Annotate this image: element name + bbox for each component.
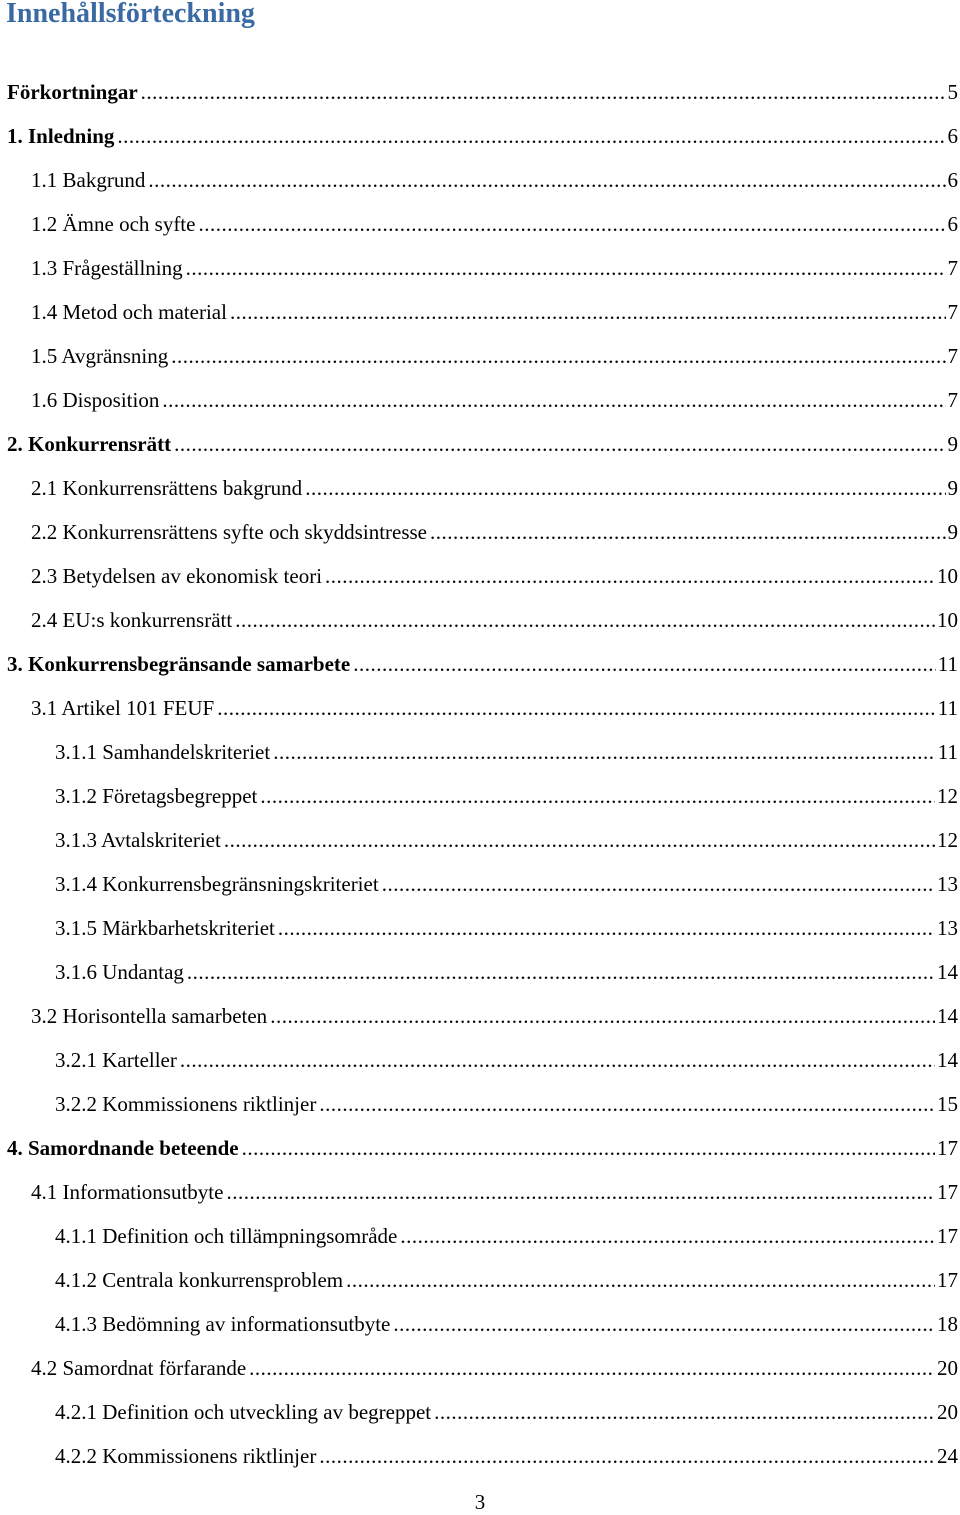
toc-entry[interactable] — [0, 246, 960, 290]
dot-leader — [235, 598, 935, 642]
toc-entry-label: 3.1.4 Konkurrensbegränsningskriteriet — [55, 872, 379, 896]
toc-entry-label: 3.2.1 Karteller — [55, 1048, 177, 1072]
toc-entry[interactable] — [0, 1126, 960, 1170]
toc-entry-page: 13 — [937, 916, 958, 940]
toc-entry-page: 20 — [937, 1400, 958, 1424]
toc-entry-page: 17 — [937, 1224, 958, 1248]
dot-leader — [224, 818, 935, 862]
dot-leader — [249, 1346, 935, 1390]
dot-leader — [230, 290, 946, 334]
toc-entry[interactable] — [0, 1214, 960, 1258]
dot-leader — [400, 1214, 935, 1258]
toc-entry-page: 17 — [937, 1136, 958, 1160]
toc-entry-label: 1.5 Avgränsning — [31, 344, 169, 368]
toc-entry-page: 7 — [947, 256, 958, 280]
toc-entry-page: 14 — [937, 1048, 958, 1072]
toc-entry-label: 2.4 EU:s konkurrensrätt — [31, 608, 233, 632]
toc-entry[interactable] — [0, 378, 960, 422]
toc-entry[interactable] — [0, 950, 960, 994]
dot-leader — [393, 1302, 935, 1346]
toc-entry-page: 17 — [937, 1268, 958, 1292]
dot-leader — [273, 730, 936, 774]
dot-leader — [148, 158, 945, 202]
toc-entry-label: 3.2.2 Kommissionens riktlinjer — [55, 1092, 317, 1116]
toc-entry-label: 4.1.3 Bedömning av informationsutbyte — [55, 1312, 391, 1336]
dot-leader — [325, 554, 935, 598]
dot-leader — [346, 1258, 935, 1302]
dot-leader — [174, 422, 945, 466]
toc-entry-page: 11 — [937, 740, 958, 764]
toc-entry[interactable] — [0, 730, 960, 774]
toc-entry[interactable] — [0, 290, 960, 334]
toc-entry-label: 3.1.3 Avtalskriteriet — [55, 828, 221, 852]
toc-entry-page: 10 — [937, 608, 958, 632]
toc-entry[interactable] — [0, 1302, 960, 1346]
toc-entry-page: 7 — [947, 388, 958, 412]
toc-entry-label: 3.1 Artikel 101 FEUF — [31, 696, 215, 720]
dot-leader — [305, 466, 945, 510]
dot-leader — [117, 114, 945, 158]
toc-entry-label: 2. Konkurrensrätt — [7, 432, 172, 456]
toc-entry-label: 1.6 Disposition — [31, 388, 160, 412]
toc-entry[interactable] — [0, 202, 960, 246]
toc-entry-page: 6 — [947, 168, 958, 192]
dot-leader — [319, 1082, 935, 1126]
toc-entry[interactable] — [0, 686, 960, 730]
toc-entry[interactable] — [0, 598, 960, 642]
toc-entry-page: 24 — [937, 1444, 958, 1468]
toc-entry-page: 10 — [937, 564, 958, 588]
toc-entry-page: 18 — [937, 1312, 958, 1336]
table-of-contents — [0, 70, 960, 1478]
toc-entry-page: 6 — [947, 124, 958, 148]
toc-heading: Innehållsförteckning — [6, 0, 255, 29]
dot-leader — [278, 906, 935, 950]
toc-entry[interactable] — [0, 114, 960, 158]
dot-leader — [226, 1170, 935, 1214]
dot-leader — [260, 774, 935, 818]
toc-entry[interactable] — [0, 422, 960, 466]
toc-entry-label: 1.1 Bakgrund — [31, 168, 146, 192]
dot-leader — [187, 950, 935, 994]
toc-entry-label: 3.1.1 Samhandelskriteriet — [55, 740, 271, 764]
toc-entry-label: 3.2 Horisontella samarbeten — [31, 1004, 268, 1028]
toc-entry-label: 4.1.1 Definition och tillämpningsområde — [55, 1224, 398, 1248]
toc-entry-page: 14 — [937, 1004, 958, 1028]
toc-entry-page: 9 — [947, 476, 958, 500]
toc-entry-page: 7 — [947, 344, 958, 368]
toc-entry[interactable] — [0, 466, 960, 510]
toc-entry[interactable] — [0, 994, 960, 1038]
toc-entry-label: 3.1.2 Företagsbegreppet — [55, 784, 258, 808]
toc-entry-page: 11 — [937, 696, 958, 720]
toc-entry-label: 2.3 Betydelsen av ekonomisk teori — [31, 564, 323, 588]
page-number: 3 — [474, 1490, 486, 1514]
toc-entry-label: 2.2 Konkurrensrättens syfte och skyddsintresse — [31, 520, 428, 544]
toc-entry-page: 7 — [947, 300, 958, 324]
dot-leader — [162, 378, 945, 422]
dot-leader — [198, 202, 945, 246]
toc-entry-label: 3.1.6 Undantag — [55, 960, 184, 984]
toc-entry-page: 5 — [947, 80, 958, 104]
toc-entry-label: 4.1.2 Centrala konkurrensproblem — [55, 1268, 344, 1292]
toc-entry[interactable] — [0, 642, 960, 686]
toc-entry[interactable] — [0, 158, 960, 202]
toc-entry-label: 4.2.2 Kommissionens riktlinjer — [55, 1444, 317, 1468]
toc-entry[interactable] — [0, 1346, 960, 1390]
toc-entry[interactable] — [0, 1038, 960, 1082]
dot-leader — [217, 686, 936, 730]
dot-leader — [270, 994, 935, 1038]
toc-entry[interactable] — [0, 1390, 960, 1434]
dot-leader — [242, 1126, 935, 1170]
toc-entry[interactable] — [0, 1082, 960, 1126]
toc-entry-page: 6 — [947, 212, 958, 236]
toc-entry-page: 17 — [937, 1180, 958, 1204]
toc-entry-page: 12 — [937, 784, 958, 808]
toc-entry-page: 12 — [937, 828, 958, 852]
dot-leader — [171, 334, 945, 378]
toc-entry-label: 4.2 Samordnat förfarande — [31, 1356, 247, 1380]
toc-entry-label: 4.1 Informationsutbyte — [31, 1180, 224, 1204]
toc-entry[interactable] — [0, 70, 960, 114]
toc-entry-page: 14 — [937, 960, 958, 984]
toc-entry[interactable] — [0, 818, 960, 862]
toc-entry-page: 13 — [937, 872, 958, 896]
toc-entry-label: 4. Samordnande beteende — [7, 1136, 239, 1160]
toc-entry[interactable] — [0, 774, 960, 818]
toc-entry[interactable] — [0, 554, 960, 598]
toc-entry-page: 9 — [947, 520, 958, 544]
toc-entry-page: 20 — [937, 1356, 958, 1380]
toc-entry-label: 2.1 Konkurrensrättens bakgrund — [31, 476, 303, 500]
toc-entry[interactable] — [0, 1258, 960, 1302]
toc-entry-label: 1. Inledning — [7, 124, 115, 148]
dot-leader — [180, 1038, 935, 1082]
dot-leader — [382, 862, 935, 906]
dot-leader — [430, 510, 945, 554]
toc-entry-page: 9 — [947, 432, 958, 456]
dot-leader — [434, 1390, 935, 1434]
toc-entry[interactable] — [0, 510, 960, 554]
dot-leader — [353, 642, 936, 686]
toc-entry-label: Förkortningar — [7, 80, 138, 104]
toc-entry[interactable] — [0, 1434, 960, 1478]
toc-entry-page: 15 — [937, 1092, 958, 1116]
toc-entry-label: 4.2.1 Definition och utveckling av begreppet — [55, 1400, 432, 1424]
toc-entry-label: 1.4 Metod och material — [31, 300, 227, 324]
toc-entry-page: 11 — [937, 652, 958, 676]
toc-entry[interactable] — [0, 906, 960, 950]
dot-leader — [186, 246, 946, 290]
toc-entry[interactable] — [0, 1170, 960, 1214]
toc-entry-label: 1.3 Frågeställning — [31, 256, 183, 280]
dot-leader — [319, 1434, 935, 1478]
dot-leader — [141, 70, 946, 114]
toc-entry[interactable] — [0, 862, 960, 906]
toc-entry[interactable] — [0, 334, 960, 378]
toc-entry-label: 3.1.5 Märkbarhetskriteriet — [55, 916, 275, 940]
toc-entry-label: 3. Konkurrensbegränsande samarbete — [7, 652, 351, 676]
toc-entry-label: 1.2 Ämne och syfte — [31, 212, 196, 236]
